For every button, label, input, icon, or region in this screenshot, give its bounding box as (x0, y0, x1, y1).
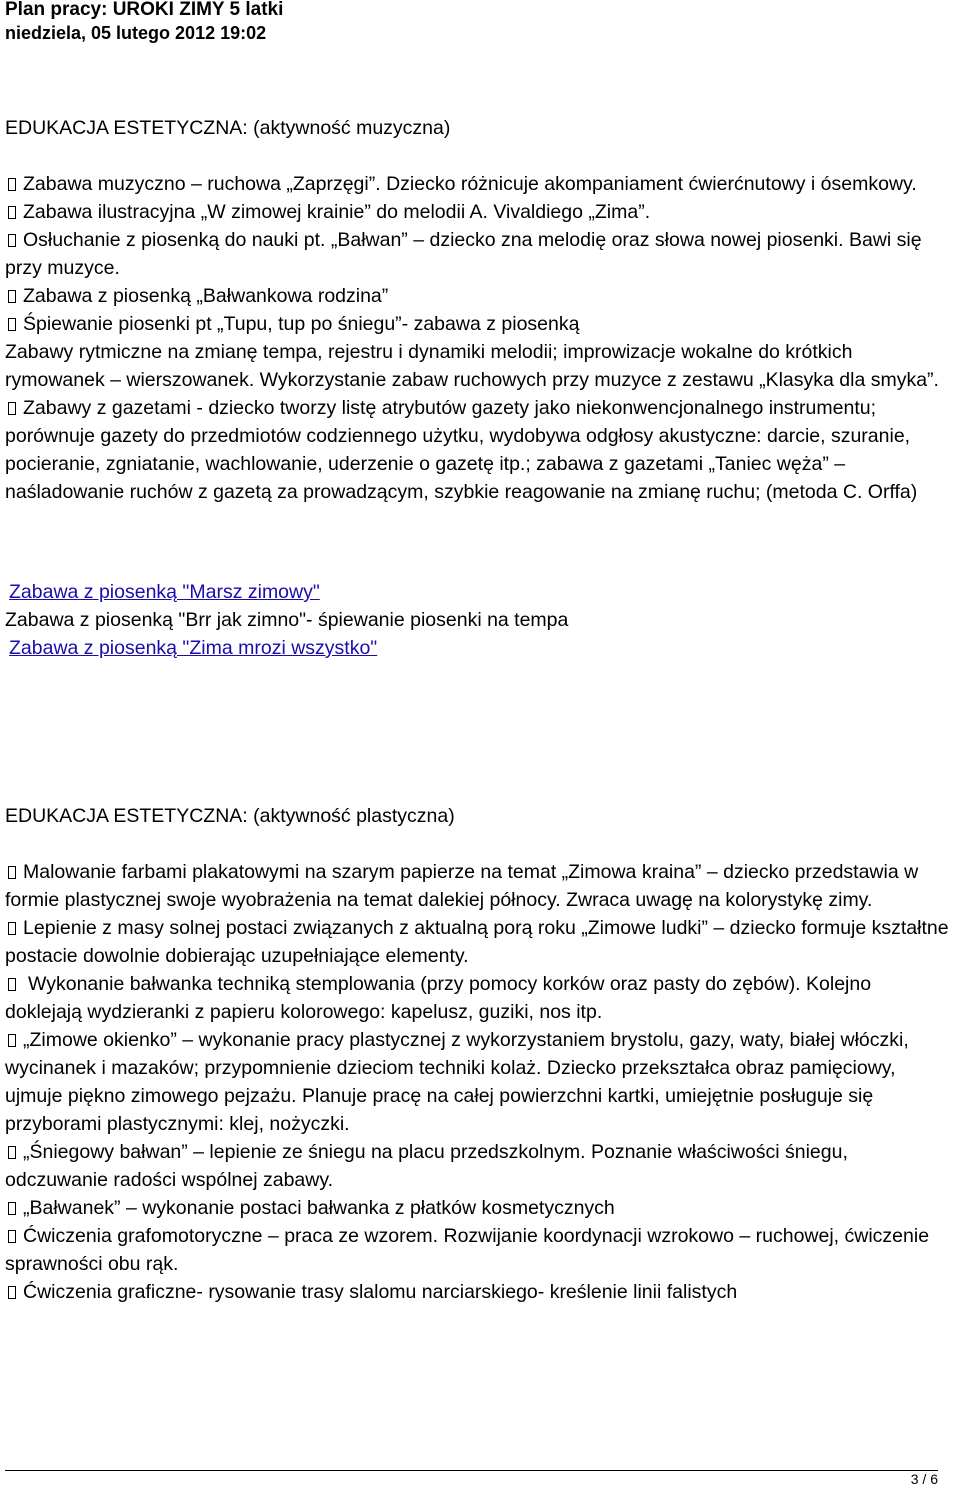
bullet-box-icon (8, 206, 16, 219)
bullet-box-icon (8, 1286, 16, 1299)
bullet-box-icon (8, 234, 16, 247)
bullet-box-icon (8, 318, 16, 331)
page-title: Plan pracy: UROKI ZIMY 5 latki (5, 0, 284, 20)
bullet-box-icon (8, 978, 16, 991)
art-item (5, 1278, 953, 1306)
song-plain-row: Zabawa z piosenką "Brr jak zimno"- śpiewanie piosenki na tempa (5, 609, 569, 631)
bullet-box-icon (8, 866, 16, 879)
music-item-text: Zabawa z piosenką „Bałwankowa rodzina” (23, 285, 389, 307)
art-item (5, 1222, 953, 1278)
art-item-text: Malowanie farbami plakatowymi na szarym papierze na temat „Zimowa kraina” – dziecko przedstawia w formie plastycznej swoje wyobrażenia na temat dalekiej północy. Zwraca uwagę na kolorystykę zimy. (5, 861, 919, 911)
art-item-text: „Śniegowy bałwan” – lepienie ze śniegu na placu przedszkolnym. Poznanie właściwości śniegu, odczuwanie radości wspólnej zabawy. (5, 1141, 848, 1191)
music-item-text: Zabawa ilustracyjna „W zimowej krainie” do melodii A. Vivaldiego „Zima”. (23, 201, 651, 223)
music-item (5, 282, 953, 310)
document-body (5, 114, 953, 1306)
song-link-row (5, 578, 953, 606)
music-item-text: Śpiewanie piosenki pt „Tupu, tup po śniegu”- zabawa z piosenką (23, 313, 580, 335)
music-item (5, 226, 953, 282)
art-item (5, 1026, 953, 1138)
newspaper-paragraph (5, 394, 953, 506)
bullet-box-icon (8, 290, 16, 303)
music-item-text: Osłuchanie z piosenką do nauki pt. „Bałwan” – dziecko zna melodię oraz słowa nowej piosenki. Bawi się przy muzyce. (5, 229, 922, 279)
section-heading-art: EDUKACJA ESTETYCZNA: (aktywność plastyczna) (5, 805, 455, 827)
art-item (5, 858, 953, 914)
song-link-row (5, 634, 953, 662)
newspaper-text: Zabawy z gazetami - dziecko tworzy listę atrybutów gazety jako niekonwencjonalnego instrumentu; porównuje gazety do przedmiotów codziennego użytku, wydobywa odgłosy akustyczne: darcie, szuranie, pocieranie, zgniatanie, wachlowanie, uderzenie o gazetę itp.; zabawa z gazetami „Taniec węża” – naśladowanie ruchów z gazetą za prowadzącym, szybkie reagowanie na zmianę ruchu; (metoda C. Orffa) (5, 397, 918, 503)
art-item-text: Lepienie z masy solnej postaci związanych z aktualną porą roku „Zimowe ludki” – dziecko formuje kształtne postacie dowolnie dobierając uzupełniające elementy. (5, 917, 949, 967)
page-date: niedziela, 05 lutego 2012 19:02 (5, 23, 267, 43)
art-item-text: Ćwiczenia grafomotoryczne – praca ze wzorem. Rozwijanie koordynacji wzrokowo – ruchowej, ćwiczenie sprawności obu rąk. (5, 1225, 930, 1275)
art-item-text: „Bałwanek” – wykonanie postaci bałwanka z płatków kosmetycznych (23, 1197, 615, 1219)
song-link-marsz-zimowy[interactable]: Zabawa z piosenką "Marsz zimowy" (9, 581, 320, 603)
music-item (5, 198, 953, 226)
bullet-box-icon (8, 922, 16, 935)
art-item (5, 970, 953, 1026)
art-item (5, 914, 953, 970)
rhythm-paragraph: Zabawy rytmiczne na zmianę tempa, rejestru i dynamiki melodii; improwizacje wokalne do krótkich rymowanek – wierszowanek. Wykorzystanie zabaw ruchowych przy muzyce z zestawu „Klasyka dla smyka”. (5, 341, 939, 391)
bullet-box-icon (8, 178, 16, 191)
art-item-text: Wykonanie bałwanka techniką stemplowania (przy pomocy korków oraz pasty do zębów). Kolejno doklejają wydzieranki z papieru kolorowego: kapelusz, guziki, nos itp. (5, 973, 872, 1023)
bullet-box-icon (8, 1202, 16, 1215)
art-item (5, 1138, 953, 1194)
art-item-text: Ćwiczenia graficzne- rysowanie trasy slalomu narciarskiego- kreślenie linii falistych (23, 1281, 738, 1303)
music-item (5, 170, 953, 198)
music-item (5, 310, 953, 338)
bullet-box-icon (8, 1230, 16, 1243)
section-heading-music: EDUKACJA ESTETYCZNA: (aktywność muzyczna) (5, 117, 451, 139)
bullet-box-icon (8, 1146, 16, 1159)
music-item-text: Zabawa muzyczno – ruchowa „Zaprzęgi”. Dziecko różnicuje akompaniament ćwierćnutowy i ósemkowy. (23, 173, 917, 195)
song-link-zima-mrozi[interactable]: Zabawa z piosenką "Zima mrozi wszystko" (9, 637, 378, 659)
art-item-text: „Zimowe okienko” – wykonanie pracy plastycznej z wykorzystaniem brystolu, gazy, waty, białej włóczki, wycinanek i mazaków; przypomnienie dzieciom techniki kolaż. Dziecko przekształca obraz pamięciowy, ujmuje piękno zimowego pejzażu. Planuje pracę na całej powierzchni kartki, umiejętnie posługuje się przyborami plastycznymi: klej, nożyczki. (5, 1029, 909, 1135)
bullet-box-icon (8, 1034, 16, 1047)
page-number: 3 / 6 (910, 1471, 938, 1487)
bullet-box-icon (8, 402, 16, 415)
art-item (5, 1194, 953, 1222)
footer-divider (5, 1470, 938, 1471)
